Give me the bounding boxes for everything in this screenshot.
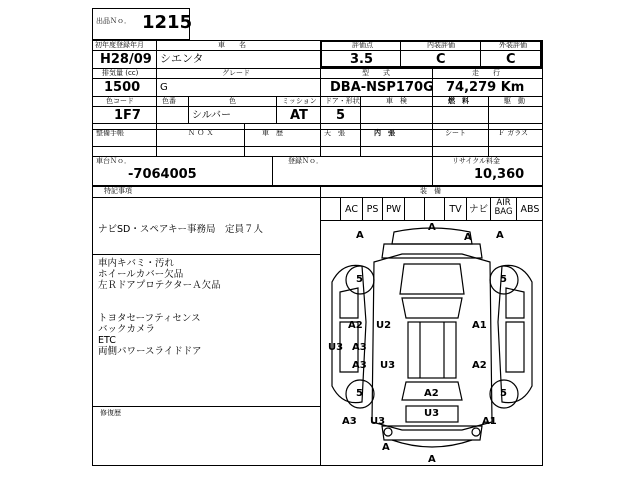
displacement-label: 排気量 (cc): [102, 69, 139, 77]
damage-mark: A3: [352, 360, 367, 371]
sunroof-label: 天 張: [324, 129, 345, 137]
score-value: 3.5: [350, 52, 374, 67]
chassis-label: 車台Ｎｏ．: [96, 157, 131, 165]
seat-label: シート: [445, 129, 466, 137]
equip-navi: ナビ: [468, 204, 488, 215]
damage-mark: 5: [500, 388, 507, 399]
remark-line-3: トヨタセーフティセンス バックカメラ ETC 両側パワースライドドア: [98, 313, 202, 357]
damage-mark: A2: [472, 360, 487, 371]
grade-label: グレード: [222, 69, 250, 77]
damage-mark: 5: [500, 274, 507, 285]
lot-label: 出品Ｎｏ．: [96, 17, 131, 25]
drive-label: 駆 動: [504, 97, 525, 105]
damage-mark: A: [382, 442, 390, 453]
doors-label: ドア・形状: [325, 97, 360, 105]
color-value: シルバー: [192, 110, 232, 121]
color-no-label: 色番: [162, 97, 176, 105]
history-label: 車 歴: [262, 129, 283, 137]
damage-mark: 5: [356, 388, 363, 399]
color-code-value: 1F7: [114, 108, 141, 123]
equip-abs: ABS: [520, 204, 540, 215]
glass-label: Ｆ ガラス: [498, 129, 529, 137]
equip-airbag: AIR BAG: [494, 198, 513, 217]
recycle-value: 10,360: [474, 167, 525, 182]
mission-value: AT: [290, 108, 308, 123]
damage-mark: U3: [424, 408, 440, 419]
recycle-label: リサイクル料金: [452, 157, 501, 165]
type-value: DBA-NSP170G: [330, 80, 434, 95]
remark-line-2: 車内キバミ・汚れ ホイールカバー欠品 左ＲドアプロテクターＡ欠品: [98, 258, 221, 291]
damage-mark: A: [428, 454, 436, 465]
color-code-label: 色コード: [106, 97, 134, 105]
color-label: 色: [229, 97, 236, 105]
manual-label: 整備手帳: [96, 129, 124, 137]
remarks-label: 特記事項: [104, 187, 132, 195]
damage-mark: A1: [482, 416, 497, 427]
year-label: 初年度登録年月: [95, 41, 144, 49]
doors-value: 5: [336, 108, 346, 123]
equip-ps: PS: [366, 204, 379, 215]
remark-line-1: ナビSD・スペアキー事務局 定員７人: [98, 224, 263, 235]
damage-mark: A1: [472, 320, 487, 331]
damage-mark: A: [428, 222, 436, 233]
interior-score-label: 内装評価: [427, 41, 455, 49]
reg-label: 登録Ｎｏ．: [288, 157, 323, 165]
equipment-label: 装 備: [420, 187, 441, 195]
damage-mark: U3: [380, 360, 396, 371]
exterior-score-label: 外装評価: [499, 41, 527, 49]
model-value: シエンタ: [160, 52, 204, 65]
grade-value: G: [160, 82, 168, 93]
mileage-value: 74,279 Km: [446, 80, 525, 95]
damage-mark: 5: [356, 274, 363, 285]
mission-label: ミッション: [282, 97, 317, 105]
damage-mark: U2: [376, 320, 392, 331]
exterior-score-value: C: [506, 52, 516, 67]
nox-label: Ｎ Ｏ Ｘ: [188, 129, 214, 137]
equip-tv: TV: [449, 204, 462, 215]
inspection-label: 車 検: [386, 97, 407, 105]
type-label: 型 式: [362, 69, 390, 77]
damage-mark: A3: [352, 342, 367, 353]
damage-mark: A2: [424, 388, 439, 399]
interior-trim-label: 内 張: [374, 129, 395, 137]
damage-mark: A2: [348, 320, 363, 331]
damage-mark: A: [464, 232, 472, 243]
displacement-value: 1500: [104, 80, 141, 95]
chassis-value: -7064005: [128, 167, 197, 182]
equip-ac: AC: [345, 204, 358, 215]
fuel-label: 燃 料: [448, 97, 469, 105]
damage-mark: A3: [342, 416, 357, 427]
damage-mark: U3: [370, 416, 386, 427]
damage-mark: A: [356, 230, 364, 241]
damage-mark: U3: [328, 342, 344, 353]
repair-label: 修復歴: [100, 409, 121, 417]
interior-score-value: C: [436, 52, 446, 67]
damage-mark: A: [496, 230, 504, 241]
lot-number: 1215: [142, 12, 193, 33]
year-value: H28/09: [100, 52, 152, 67]
score-label: 評価点: [352, 41, 373, 49]
model-label: 車 名: [218, 41, 246, 49]
mileage-label: 走 行: [472, 69, 500, 77]
equip-pw: PW: [385, 204, 402, 215]
